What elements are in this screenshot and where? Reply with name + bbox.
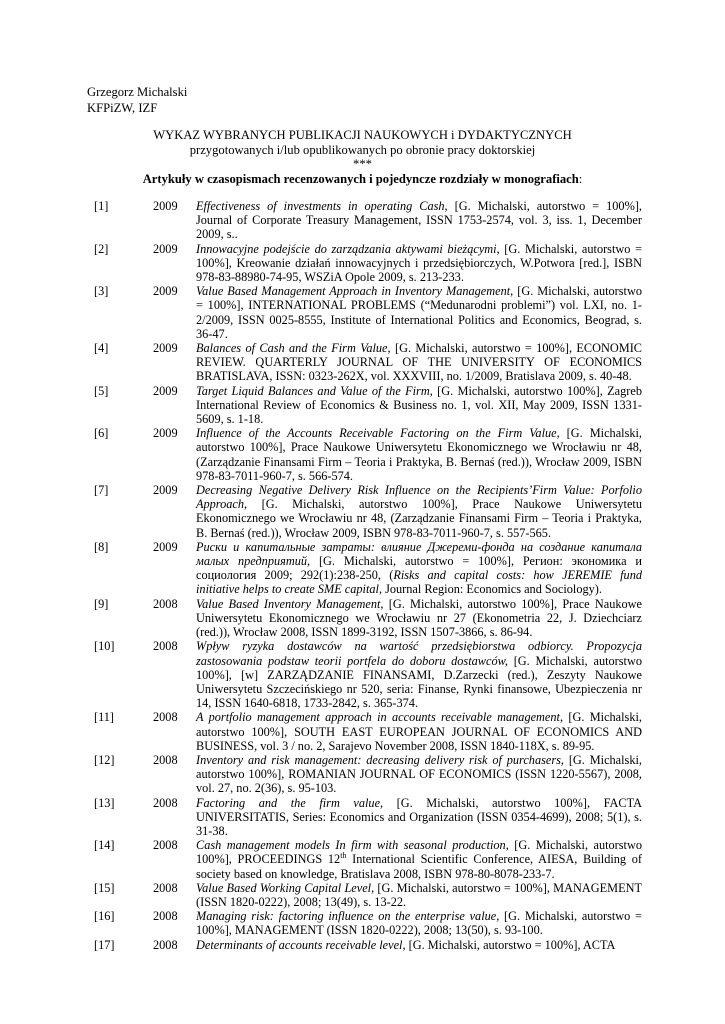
entry-title: Value Based Working Capital Level, bbox=[196, 880, 375, 895]
entry-details: , [G. Michalski, autorstwo = 100%], Kreowanie działań innowacyjnych i przedsiębiorczych, W.Potwora [red.], ISBN 978-83-88980-74-95, WSZiA Opole 2009, s. 213-233. bbox=[196, 241, 642, 285]
entry-text bbox=[196, 284, 642, 341]
entry-details: [G. Michalski, autorstwo 100%], Prace Naukowe Uniwersytetu Ekonomicznego we Wrocławiu nr 48, (Zarządzanie Finansami Firm – Teoria i Praktyka, B. Bernaś (red.)), Wrocław 2009, ISBN 978-83-7011-960-7, s. 557-565. bbox=[196, 497, 642, 540]
entry-number: [8] bbox=[94, 539, 109, 554]
entry-number: [9] bbox=[94, 596, 109, 611]
entry-text bbox=[196, 753, 642, 796]
entry-details: [G. Michalski, autorstwo = 100%], MANAGEMENT (ISSN 1820-0222), 2008; 13(49), s. 13-22. bbox=[196, 880, 642, 909]
entry-number: [5] bbox=[94, 383, 109, 398]
entry-title: Cash management models In firm with seasonal production, bbox=[196, 838, 509, 853]
entry-text bbox=[196, 384, 642, 427]
entry-number: [6] bbox=[94, 426, 109, 441]
entry-year: 2009 bbox=[153, 539, 178, 554]
entry-number: [13] bbox=[94, 795, 115, 810]
entry-text bbox=[196, 796, 642, 839]
entry-title-translation: Risks and capital costs: how JEREMIE fund initiative helps to create SME capital bbox=[196, 568, 642, 597]
entry-title: Factoring and the firm value, bbox=[196, 795, 384, 810]
entry-year: 2008 bbox=[153, 710, 178, 725]
entry-title: Value Based Inventory Management, bbox=[196, 596, 384, 611]
entry-number: [2] bbox=[94, 241, 109, 256]
publication-entry bbox=[0, 753, 725, 796]
heading-title: WYKAZ WYBRANYCH PUBLIKACJI NAUKOWYCH i DYDAKTYCZNYCH bbox=[153, 128, 572, 142]
publication-entry bbox=[0, 796, 725, 839]
entry-number: [1] bbox=[94, 199, 109, 213]
entry-title: Managing risk: factoring influence on the enterprise value, bbox=[196, 909, 500, 924]
entry-number: [11] bbox=[94, 710, 115, 725]
entry-year: 2009 bbox=[153, 483, 178, 498]
section-heading bbox=[90, 172, 635, 187]
entry-title: Риски и капитальные затраты: влияние Джереми-фонда на создание капитала малых предприятий, bbox=[196, 539, 642, 569]
entry-details: [G. Michalski, autorstwo 100%], [w] ZARZĄDZANIE FINANSAMI, D.Zarzecki (red.), Zeszyty Naukowe Uniwersytetu Szczecińskiego nr 520, seria: Finanse, Rynki finansowe, Ubezpieczenia nr 14, ISSN 1640-6818, 1733-2842, s. 365-374. bbox=[196, 653, 642, 711]
entry-details: , [G. Michalski, autorstwo = 100%], INTERNATIONAL PROBLEMS (“Medunarodni problemi”) vol. LXI, no. 1-2/2009, ISSN 0025-8555, Institute of International Politics and Economics, Beograd, s. 36-47. bbox=[196, 284, 642, 341]
entry-details: [G. Michalski, autorstwo 100%], Prace Naukowe Uniwersytetu Ekonomicznego we Wrocławiu nr 48, (Zarządzanie Finansami Firm – Teoria i Praktyka, B. Bernaś (red.)), Wrocław 2009, ISBN 978-83-7011-960-7, s. 566-574. bbox=[196, 426, 642, 483]
entry-text bbox=[196, 341, 642, 384]
entry-number: [16] bbox=[94, 909, 115, 924]
entry-title: Effectiveness of investments in operating Cash, bbox=[196, 199, 448, 213]
entry-title: Value Based Management Approach in Inventory Management bbox=[196, 284, 511, 299]
entry-details: [G. Michalski, autorstwo = 100%], Регион: экономика и социология 2009; 292(1):238-250, ( bbox=[196, 554, 642, 583]
entry-year: 2008 bbox=[153, 937, 178, 952]
publication-entry bbox=[0, 426, 725, 483]
entry-text bbox=[196, 597, 642, 640]
entry-details: [G. Michalski, autorstwo 100%], SOUTH EAST EUROPEAN JOURNAL OF ECONOMICS AND BUSINESS, vol. 3 / no. 2, Sarajevo November 2008, ISSN 1840-118X, s. 89-95. bbox=[196, 710, 642, 753]
publication-entry bbox=[0, 242, 725, 285]
entry-number: [4] bbox=[94, 341, 109, 356]
publication-entry bbox=[0, 483, 725, 540]
publication-entry bbox=[0, 909, 725, 937]
entry-year: 2008 bbox=[153, 752, 178, 767]
section-heading-text: Artykuły w czasopismach recenzowanych i pojedyncze rozdziały w monografiach bbox=[142, 171, 579, 186]
entry-title: Innowacyjne podejście do zarządzania aktywami bieżącymi bbox=[196, 241, 497, 256]
section-heading-colon: : bbox=[578, 171, 583, 186]
document-heading bbox=[90, 128, 635, 186]
entry-title: Decreasing Negative Delivery Risk Influence on the Recipients’Firm Value: Porfolio Approach, bbox=[196, 483, 642, 512]
entry-year: 2008 bbox=[153, 880, 178, 895]
heading-subtitle: przygotowanych i/lub opublikowanych po obronie pracy doktorskiej bbox=[189, 142, 536, 157]
publication-list bbox=[0, 199, 725, 952]
author-unit: KFPiZW, IZF bbox=[87, 100, 158, 115]
entry-superscript: th bbox=[340, 851, 347, 861]
entry-title: Balances of Cash and the Firm Value bbox=[196, 341, 388, 356]
publication-entry bbox=[0, 341, 725, 384]
entry-year: 2009 bbox=[153, 383, 178, 398]
entry-details: [G. Michalski, autorstwo 100%], ROMANIAN JOURNAL OF ECONOMICS (ISSN 1220-5567), 2008, vol. 27, no. 2(36), s. 95-103. bbox=[196, 752, 642, 796]
entry-text bbox=[196, 199, 642, 242]
entry-number: [14] bbox=[94, 838, 115, 853]
publication-entry bbox=[0, 710, 725, 753]
publication-entry bbox=[0, 838, 725, 881]
entry-number: [17] bbox=[94, 937, 115, 952]
heading-separator: *** bbox=[353, 157, 372, 171]
entry-year: 2008 bbox=[153, 838, 178, 853]
entry-year: 2008 bbox=[153, 909, 178, 924]
entry-text bbox=[196, 881, 642, 909]
entry-title: Determinants of accounts receivable level, bbox=[196, 937, 406, 952]
publication-entry bbox=[0, 199, 725, 242]
entry-year: 2009 bbox=[153, 241, 178, 256]
entry-details-continued: , Journal Region: Economics and Sociology). bbox=[378, 582, 602, 597]
entry-details: [G. Michalski, autorstwo = 100%], Journal of Corporate Treasury Management, ISSN 1753-2574, vol. 3, iss. 1, December 2009, s.. bbox=[196, 199, 642, 242]
entry-details: [G. Michalski, autorstwo = 100%], ACTA bbox=[405, 937, 616, 952]
entry-year: 2008 bbox=[153, 639, 178, 654]
entry-text bbox=[196, 426, 642, 483]
entry-text bbox=[196, 938, 642, 952]
entry-details: [G. Michalski, autorstwo 100%], FACTA UNIVERSITATIS, Series: Economics and Organization (ISSN 0354-4699), 2008; 5(1), s. 31-38. bbox=[196, 795, 642, 838]
entry-title: Inventory and risk management: decreasing delivery risk of purchasers, bbox=[196, 752, 564, 767]
entry-title: Wpływ ryzyka dostawców na wartość przedsiębiorstwa odbiorcy. Propozycja zastosowania podstaw teorii portfela do doboru dostawców, bbox=[196, 639, 642, 668]
entry-title: A portfolio management approach in accounts receivable management, bbox=[196, 710, 564, 725]
entry-text bbox=[196, 909, 642, 937]
entry-title: Influence of the Accounts Receivable Factoring on the Firm Value, bbox=[196, 426, 560, 441]
publication-entry bbox=[0, 540, 725, 597]
entry-year: 2009 bbox=[153, 284, 178, 299]
entry-details: [G. Michalski, autorstwo = 100%], MANAGEMENT (ISSN 1820-0222), 2008; 13(50), s. 93-100. bbox=[196, 909, 642, 938]
entry-number: [12] bbox=[94, 752, 115, 767]
entry-year: 2009 bbox=[153, 426, 178, 441]
entry-text bbox=[196, 710, 642, 753]
publication-entry bbox=[0, 639, 725, 710]
entry-number: [10] bbox=[94, 639, 115, 654]
entry-details-continued: International Scientific Conference, AIESA, Building of society based on knowledge, Bratislava 2008, ISBN 978-80-8078-233-7. bbox=[196, 852, 642, 881]
publication-entry bbox=[0, 881, 725, 909]
entry-title: Target Liquid Balances and Value of the Firm bbox=[196, 383, 430, 398]
author-name: Grzegorz Michalski bbox=[87, 85, 188, 99]
author-block bbox=[87, 85, 187, 116]
entry-details: , [G. Michalski, autorstwo = 100%], ECONOMIC REVIEW. QUARTERLY JOURNAL OF THE UNIVERSITY OF ECONOMICS BRATISLAVA, ISSN: 0323-262X, vol. XXXVIII, no. 1/2009, Bratislava 2009, s. 40-48. bbox=[196, 341, 642, 384]
entry-details: [G. Michalski, autorstwo 100%], Prace Naukowe Uniwersytetu Ekonomicznego we Wrocławiu nr 27 (Ekonometria 22, J. Dziechciarz (red.)), Wrocław 2008, ISSN 1899-3192, ISSN 1507-3866, s. 86-94. bbox=[196, 596, 642, 640]
publication-entry bbox=[0, 384, 725, 427]
entry-details: , [G. Michalski, autorstwo 100%], Zagreb International Review of Economics & Business no. 1, vol. XII, May 2009, ISSN 1331-5609, s. 1-18. bbox=[196, 383, 642, 427]
entry-text bbox=[196, 838, 642, 881]
entry-text bbox=[196, 483, 642, 540]
entry-text bbox=[196, 242, 642, 285]
entry-details: [G. Michalski, autorstwo 100%], PROCEEDINGS 12 bbox=[196, 838, 643, 867]
publication-entry bbox=[0, 597, 725, 640]
publication-entry bbox=[0, 938, 725, 952]
entry-year: 2009 bbox=[153, 341, 178, 356]
entry-number: [15] bbox=[94, 880, 115, 895]
entry-text bbox=[196, 639, 642, 710]
entry-number: [3] bbox=[94, 284, 109, 299]
entry-year: 2008 bbox=[153, 596, 178, 611]
entry-text bbox=[196, 540, 642, 597]
publication-entry bbox=[0, 284, 725, 341]
entry-year: 2008 bbox=[153, 795, 178, 810]
entry-number: [7] bbox=[94, 483, 109, 498]
entry-year: 2009 bbox=[153, 199, 178, 213]
